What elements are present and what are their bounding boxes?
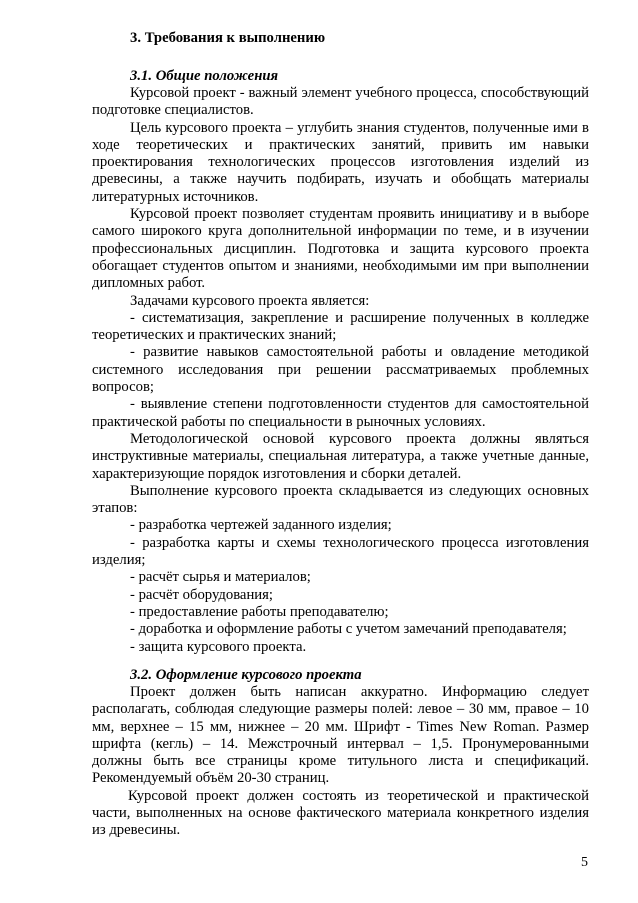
- section-body-formatting: [92, 684, 589, 840]
- subsection-title-general: 3.1. Общие положения: [130, 68, 279, 84]
- list-item: - предоставление работы преподавателю;: [130, 603, 389, 620]
- list-item: - разработка чертежей заданного изделия;: [130, 517, 392, 534]
- paragraph: Методологической основой курсового проекта должны являться инструктивные материалы, специальная литература, а также учетные данные, характеризующие порядок изготовления и сборки деталей.: [92, 430, 589, 482]
- section-title: 3. Требования к выполнению: [130, 30, 326, 46]
- paragraph: Задачами курсового проекта является:: [130, 292, 370, 309]
- paragraph: Курсовой проект позволяет студентам проявить инициативу и в выборе самого широкого круга дополнительной информации по теме, и в изучении профессиональных дисциплин. Подготовка и защита курсового проекта обогащает студентов опытом и знаниями, необходимыми им при выполнении дипломных работ.: [92, 206, 589, 292]
- list-item: - расчёт оборудования;: [130, 586, 274, 603]
- list-item: - развитие навыков самостоятельной работы и овладение методикой системного исследования при решении рассматриваемых проблемных вопросов;: [92, 344, 589, 396]
- section-body-general: [92, 85, 589, 656]
- list-item: - выявление степени подготовленности студентов для самостоятельной практической работы по специальности в рыночных условиях.: [92, 396, 589, 430]
- paragraph: Проект должен быть написан аккуратно. Информацию следует располагать, соблюдая следующие размеры полей: левое – 30 мм, правое – 10 мм, верхнее – 15 мм, нижнее – 20 мм. Шрифт - Times New Roman. Размер шрифта (кегль) – 14. Межстрочный интервал – 1,5. Пронумерованными должны быть все страницы кроме титульного листа и спецификаций. Рекомендуемый объём 20-30 страниц.: [92, 684, 589, 787]
- list-item: - систематизация, закрепление и расширение полученных в колледже теоретических и практических знаний;: [92, 309, 589, 344]
- paragraph: Цель курсового проекта – углубить знания студентов, полученные ими в ходе теоретических и практических занятий, привить им навыки проектирования технологических процессов изготовления изделий из древесины, а также научить подбирать, изучать и обобщать материалы литературных источников.: [92, 119, 589, 205]
- list-item: - защита курсового проекта.: [130, 638, 307, 655]
- paragraph: Выполнение курсового проекта складывается из следующих основных этапов:: [92, 482, 589, 517]
- paragraph: Курсовой проект должен состоять из теоретической и практической части, выполненных на основе фактического материала конкретного изделия из древесины.: [92, 787, 589, 839]
- list-item: - доработка и оформление работы с учетом замечаний преподавателя;: [130, 621, 567, 638]
- paragraph: Курсовой проект - важный элемент учебного процесса, способствующий подготовке специалистов.: [92, 85, 589, 119]
- list-item: - разработка карты и схемы технологического процесса изготовления изделия;: [92, 534, 589, 569]
- page-number: 5: [581, 855, 588, 870]
- list-item: - расчёт сырья и материалов;: [130, 569, 311, 586]
- subsection-title-formatting: 3.2. Оформление курсового проекта: [130, 667, 362, 683]
